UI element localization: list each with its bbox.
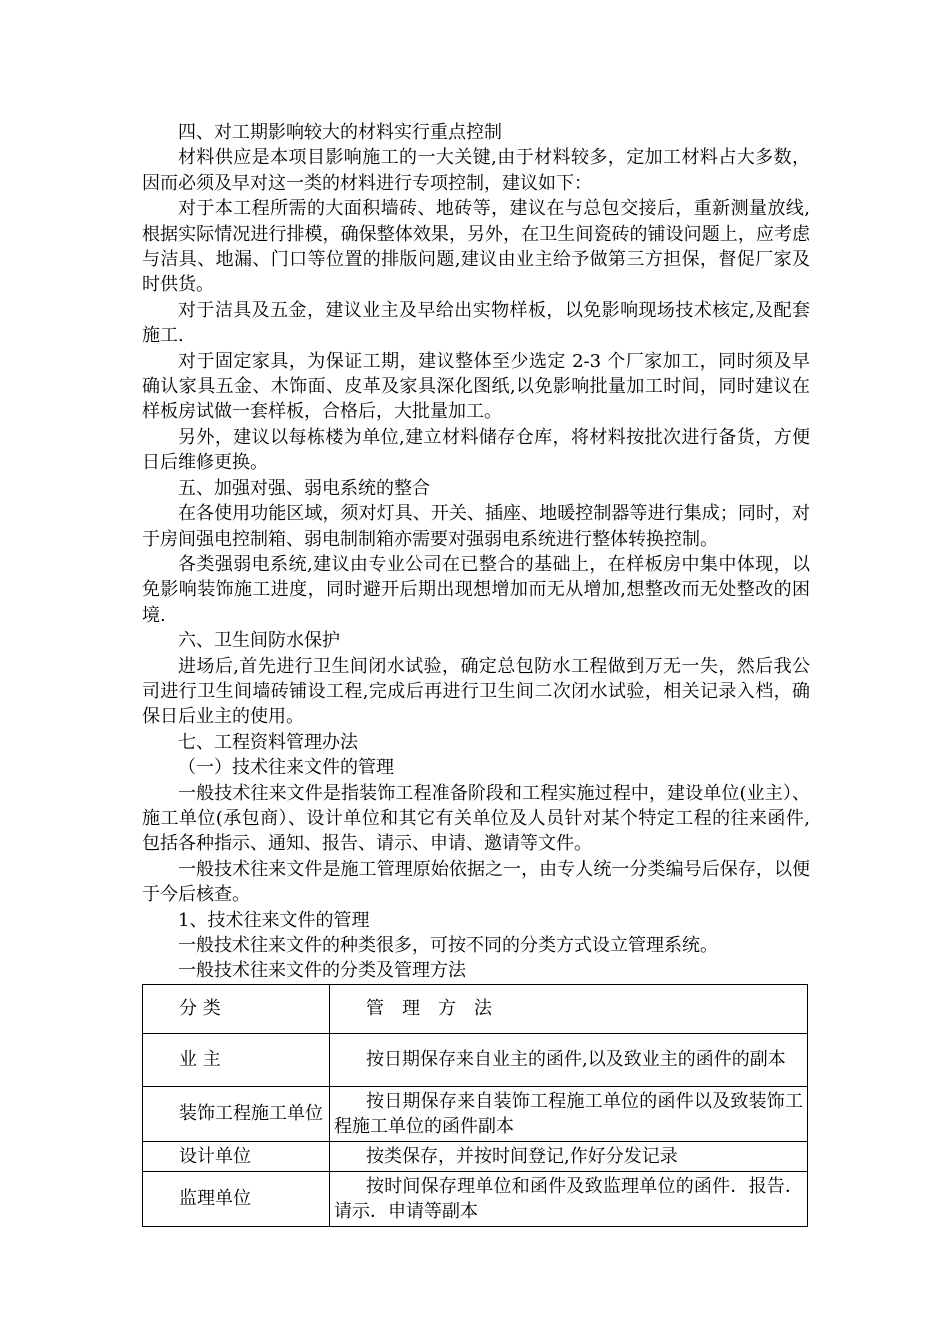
table-cell-method: 按类保存，并按时间登记,作好分发记录 (330, 1141, 808, 1171)
subsection-heading: （一）技术往来文件的管理 (178, 757, 394, 779)
table-row (143, 1033, 808, 1086)
section-heading-4: 四、对工期影响较大的材料实行重点控制 (178, 122, 502, 143)
document-page (142, 120, 810, 1227)
paragraph: 在各使用功能区域，须对灯具、开关、插座、地暖控制器等进行集成；同时，对于房间强电控制箱、弱电制制箱亦需要对强弱电系统进行整体转换控制。 (142, 503, 810, 550)
table-cell-category: 监理单位 (143, 1171, 330, 1226)
table-cell-method: 按时间保存理单位和函件及致监理单位的函件．报告．请示．申请等副本 (330, 1171, 808, 1226)
paragraph: 进场后,首先进行卫生间闭水试验，确定总包防水工程做到万无一失，然后我公司进行卫生间墙砖铺设工程,完成后再进行卫生间二次闭水试验，相关记录入档，确保日后业主的使用。 (142, 655, 810, 728)
paragraph: 另外，建议以每栋楼为单位,建立材料储存仓库，将材料按批次进行备货，方便日后维修更换。 (142, 426, 810, 474)
management-table (142, 984, 808, 1227)
paragraph: 一般技术往来文件的种类很多，可按不同的分类方式设立管理系统。 (178, 935, 718, 956)
item-heading: 1、技术往来文件的管理 (178, 909, 370, 931)
section-heading-6: 六、卫生间防水保护 (178, 630, 340, 652)
paragraph: 各类强弱电系统,建议由专业公司在已整合的基础上，在样板房中集中体现，以免影响装饰施工进度，同时避开后期出现想增加而无从增加,想整改而无处整改的困境. (142, 553, 810, 626)
table-row (143, 1171, 808, 1226)
table-row (143, 1141, 808, 1171)
table-cell-category: 业 主 (143, 1033, 330, 1086)
table-header-row (143, 984, 808, 1033)
paragraph: 对于固定家具，为保证工期，建议整体至少选定 2-3 个厂家加工，同时须及早确认家具五金、木饰面、皮革及家具深化图纸,以免影响批量加工时间，同时建议在样板房试做一套样板，合格后，大批量加工。 (142, 350, 810, 423)
paragraph: 对于本工程所需的大面积墙砖、地砖等，建议在与总包交接后，重新测量放线,根据实际情况进行排模，确保整体效果，另外，在卫生间瓷砖的铺设问题上，应考虑与洁具、地漏、门口等位置的排版问题,建议由业主给予做第三方担保，督促厂家及时供货。 (142, 198, 810, 296)
section-heading-7: 七、工程资料管理办法 (178, 731, 358, 753)
table-cell-method: 按日期保存来自业主的函件,以及致业主的函件的副本 (330, 1033, 808, 1086)
table-cell-category: 装饰工程施工单位 (143, 1086, 330, 1141)
table-cell-category: 设计单位 (143, 1141, 330, 1171)
table-row (143, 1086, 808, 1141)
table-header-cell: 分 类 (143, 984, 330, 1033)
paragraph: 一般技术往来文件是施工管理原始依据之一，由专人统一分类编号后保存，以便于今后核查。 (142, 858, 810, 906)
section-heading-5: 五、加强对强、弱电系统的整合 (178, 477, 430, 499)
table-caption: 一般技术往来文件的分类及管理方法 (178, 960, 466, 982)
table-header-cell: 管 理 方 法 (330, 984, 808, 1033)
paragraph: 材料供应是本项目影响施工的一大关键,由于材料较多，定加工材料占大多数，因而必须及早对这一类的材料进行专项控制，建议如下： (142, 147, 810, 194)
paragraph: 一般技术往来文件是指装饰工程准备阶段和工程实施过程中，建设单位(业主）、施工单位(承包商）、设计单位和其它有关单位及人员针对某个特定工程的往来函件,包括各种指示、通知、报告、请示、申请、邀请等文件。 (142, 782, 810, 855)
table-cell-method: 按日期保存来自装饰工程施工单位的函件以及致装饰工程施工单位的函件副本 (330, 1086, 808, 1141)
paragraph: 对于洁具及五金，建议业主及早给出实物样板，以免影响现场技术核定,及配套施工. (142, 299, 810, 347)
